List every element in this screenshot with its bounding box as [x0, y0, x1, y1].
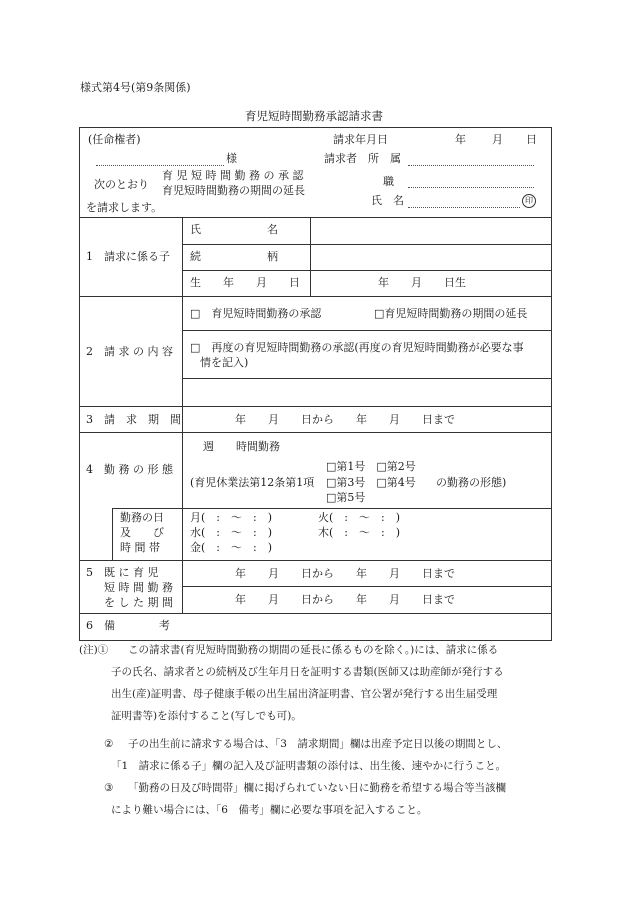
row-divider [79, 217, 551, 218]
form-number: 様式第4号(第9条関係) [80, 81, 191, 94]
date-year-label: 年 [455, 133, 466, 146]
tsugi-text: 次のとおり [94, 178, 149, 191]
date-day-label: 日 [526, 133, 537, 146]
work-form-suffix: の勤務の形態) [436, 476, 507, 489]
child-name-label: 氏 名 [190, 223, 278, 236]
row-divider [182, 244, 551, 245]
row-divider [79, 560, 551, 561]
days-label-2: 及 び [120, 526, 164, 539]
note2-mark: ② [104, 738, 114, 750]
date-month-label: 月 [492, 133, 503, 146]
day-mon[interactable]: 月( : 〜 : ) [190, 511, 272, 524]
notes-prefix: (注)① [79, 644, 109, 656]
request-option-reapproval[interactable]: □ 再度の育児短時間勤務の承認(再度の育児短時間勤務が必要な事 [190, 341, 524, 354]
section5-label-2: 短 時 間 勤 務 [104, 581, 173, 594]
note3-mark: ③ [104, 782, 114, 794]
days-label-1: 勤務の日 [120, 511, 164, 524]
section1-label: 1 請求に係る子 [86, 250, 170, 263]
sama-label: 様 [226, 152, 237, 165]
row-divider [182, 586, 551, 587]
note3-line2: により難い場合には、「6 備考」欄に必要な事項を記入すること。 [111, 804, 428, 816]
section6-label: 6 備 考 [86, 619, 170, 632]
note1-line1: この請求書(育児短時間勤務の期間の延長に係るものを除く。)には、請求に係る [128, 644, 499, 656]
note1-line3: 出生(産)証明書、母子健康手帳の出生届出済証明書、官公署が発行する出生届受理 [111, 688, 498, 700]
appointer-label: (任命権者) [88, 133, 141, 146]
post-label: 職 [383, 175, 394, 188]
seal-mark: 印 [522, 194, 536, 208]
note2-line2: 「1 請求に係る子」欄の記入及び証明書類の添付は、出生後、速やかに行うこと。 [111, 760, 507, 772]
option-approval-text: 育 児 短 時 間 勤 務 の 承 認 [162, 169, 304, 182]
prior-period-field-2[interactable]: 年 月 日から 年 月 日まで [235, 593, 455, 606]
row-divider [79, 432, 551, 433]
day-thu[interactable]: 木( : 〜 : ) [318, 526, 400, 539]
day-tue[interactable]: 火( : 〜 : ) [318, 511, 400, 524]
section4-label: 4 勤 務 の 形 態 [86, 463, 173, 476]
page-title: 育児短時間勤務承認請求書 [245, 109, 383, 123]
request-option-approval[interactable]: □ 育児短時間勤務の承認 [190, 307, 322, 320]
option-extension-text: 育児短時間勤務の期間の延長 [162, 184, 305, 197]
section3-label: 3 請 求 期 間 [86, 413, 181, 426]
seikyu-text: を請求します。 [86, 201, 163, 214]
request-option-reapproval-cont: 情を記入) [200, 356, 249, 369]
row-divider [112, 508, 551, 509]
requester-label: 請求者 [324, 152, 357, 165]
day-fri[interactable]: 金( : 〜 : ) [190, 541, 272, 554]
request-option-extension[interactable]: □育児短時間勤務の期間の延長 [374, 307, 528, 320]
child-birth-label: 生 年 月 日 [190, 276, 300, 289]
section5-label-1: 5 既 に 育 児 [86, 566, 159, 579]
column-divider [182, 217, 183, 613]
column-divider [310, 217, 311, 296]
note1-line2: 子の氏名、請求者との続柄及び生年月日を証明する書類(医師又は助産師が発行する [111, 666, 504, 678]
affiliation-field[interactable] [408, 165, 534, 166]
work-form-options-row2[interactable]: □第3号 □第4号 [326, 476, 416, 489]
section2-label: 2 請 求 の 内 容 [86, 345, 173, 358]
row-divider [182, 378, 551, 379]
column-divider [112, 508, 113, 560]
days-label-3: 時 間 帯 [120, 541, 160, 554]
section5-label-3: を し た 期 間 [104, 596, 173, 609]
day-wed[interactable]: 水( : 〜 : ) [190, 526, 272, 539]
post-field[interactable] [408, 187, 534, 188]
work-form-options-row1[interactable]: □第1号 □第2号 [326, 460, 416, 473]
row-divider [182, 270, 551, 271]
row-divider [79, 406, 551, 407]
note2-line1: 子の出生前に請求する場合は、「3 請求期間」欄は出産予定日以後の期間とし、 [128, 738, 508, 750]
weekly-hours-field[interactable]: 週 時間勤務 [203, 440, 280, 453]
note1-line4: 証明書等)を添付すること(写しでも可)。 [111, 710, 302, 722]
affiliation-label: 所 属 [368, 152, 401, 165]
note3-line1: 「勤務の日及び時間帯」欄に掲げられていない日に勤務を希望する場合等当該欄 [128, 782, 506, 794]
request-date-label: 請求年月日 [333, 133, 388, 146]
row-divider [182, 330, 551, 331]
addressee-field[interactable] [96, 165, 224, 166]
law-reference: (育児休業法第12条第1項 [190, 476, 315, 489]
name-field[interactable] [408, 207, 520, 208]
child-birth-value: 年 月 日生 [378, 276, 466, 289]
remarks-field[interactable] [183, 614, 549, 638]
name-label: 氏 名 [371, 194, 404, 207]
work-form-options-row3[interactable]: □第5号 [326, 491, 366, 504]
request-period-field[interactable]: 年 月 日から 年 月 日まで [235, 413, 455, 426]
row-divider [79, 296, 551, 297]
child-relation-label: 続 柄 [190, 250, 278, 263]
prior-period-field-1[interactable]: 年 月 日から 年 月 日まで [235, 567, 455, 580]
